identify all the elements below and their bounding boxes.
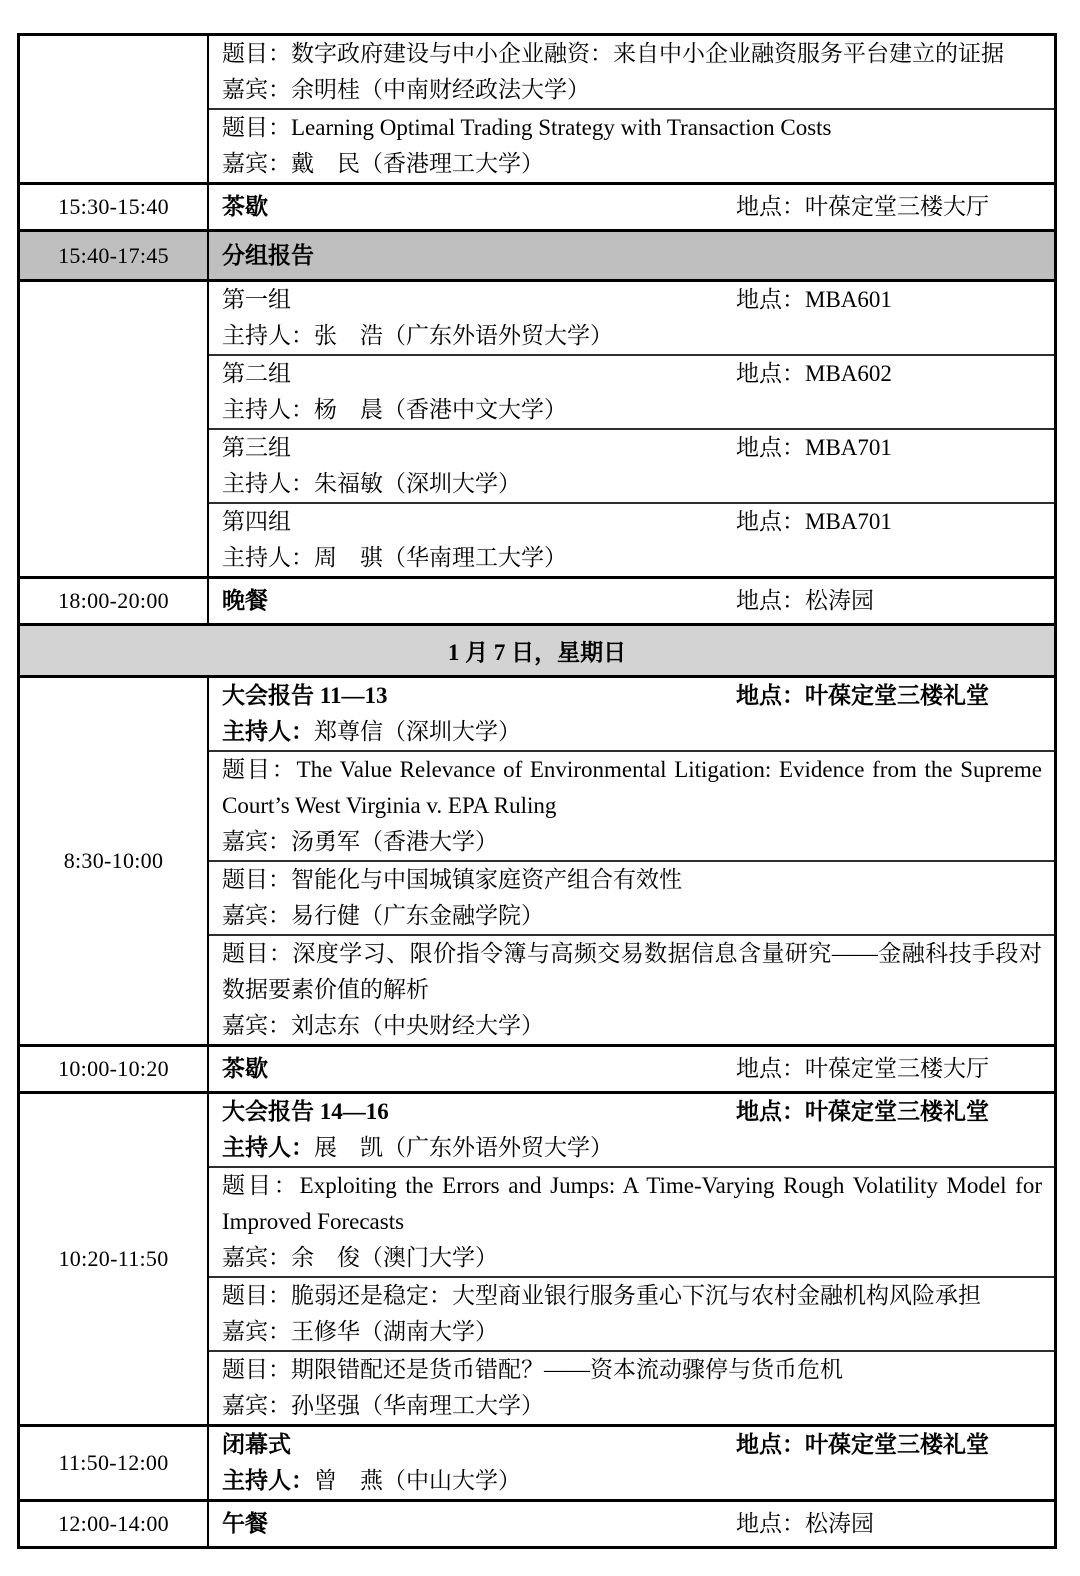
session-guest: 嘉宾：孙坚强（华南理工大学） <box>222 1393 544 1418</box>
content-cell <box>209 1427 1054 1499</box>
closing-header-line <box>222 1427 1042 1463</box>
group-host: 主持人：周 骐（华南理工大学） <box>222 545 567 570</box>
event-line <box>209 1506 1054 1542</box>
session-title: 题目：The Value Relevance of Environmental Litigation: Evidence from the Supreme Court’s West Virginia v. EPA Ruling <box>222 757 1042 818</box>
group-host: 主持人：张 浩（广东外语外贸大学） <box>222 323 613 348</box>
time-cell-empty <box>20 36 209 182</box>
row-groups <box>20 279 1054 576</box>
row-dinner <box>20 576 1054 623</box>
date-banner: 1 月 7 日，星期日 <box>20 626 1054 675</box>
host-name: 曾 燕（中山大学） <box>314 1468 521 1493</box>
event-label: 茶歇 <box>222 1056 268 1081</box>
group-name: 第三组 <box>222 435 291 460</box>
group-item <box>209 502 1054 576</box>
row-tea-break-1 <box>20 182 1054 229</box>
plenary-location: 地点：叶葆定堂三楼礼堂 <box>736 683 989 708</box>
session-guest: 嘉宾：戴 民（香港理工大学） <box>222 151 544 176</box>
group-host: 主持人：杨 晨（香港中文大学） <box>222 397 567 422</box>
closing-block <box>209 1427 1054 1499</box>
content-cell <box>209 1094 1054 1424</box>
event-label: 午餐 <box>222 1511 268 1536</box>
content-cell <box>209 185 1054 229</box>
plenary-header <box>209 678 1054 750</box>
event-location: 地点：松涛园 <box>736 1511 874 1536</box>
group-item <box>209 282 1054 354</box>
event-line <box>209 583 1054 619</box>
group-item <box>209 428 1054 502</box>
group-location: 地点：MBA701 <box>736 435 892 460</box>
plenary-title: 大会报告 14—16 <box>222 1099 389 1124</box>
event-line <box>209 238 1054 274</box>
session-guest: 嘉宾：汤勇军（香港大学） <box>222 829 498 854</box>
group-name: 第二组 <box>222 361 291 386</box>
event-line <box>209 189 1054 225</box>
plenary-header <box>209 1094 1054 1166</box>
plenary-header-line <box>222 1094 1042 1130</box>
row-closing-ceremony <box>20 1424 1054 1499</box>
content-cell <box>209 678 1054 1044</box>
plenary-host-line <box>222 714 1042 750</box>
band-label: 分组报告 <box>222 242 314 268</box>
event-label: 闭幕式 <box>222 1432 291 1457</box>
session-title: 题目：脆弱还是稳定：大型商业银行服务重心下沉与农村金融机构风险承担 <box>222 1283 981 1308</box>
event-location: 地点：叶葆定堂三楼礼堂 <box>736 1432 989 1457</box>
program-table <box>17 33 1057 1549</box>
plenary-header-line <box>222 678 1042 714</box>
event-location: 地点：叶葆定堂三楼大厅 <box>736 1056 989 1081</box>
host-label: 主持人： <box>222 719 314 744</box>
content-cell <box>209 232 1054 279</box>
time-cell: 15:30-15:40 <box>20 185 209 229</box>
session-item <box>209 1166 1054 1276</box>
group-location: 地点：MBA602 <box>736 361 892 386</box>
group-host: 主持人：朱福敏（深圳大学） <box>222 471 521 496</box>
closing-host-line <box>222 1463 1042 1499</box>
session-item <box>209 934 1054 1044</box>
session-title: 题目：Learning Optimal Trading Strategy with Transaction Costs <box>222 115 832 140</box>
host-name: 郑尊信（深圳大学） <box>314 719 521 744</box>
host-label: 主持人： <box>222 1468 314 1493</box>
group-item <box>209 354 1054 428</box>
session-guest: 嘉宾：余 俊（澳门大学） <box>222 1245 498 1270</box>
session-guest: 嘉宾：余明桂（中南财经政法大学） <box>222 77 590 102</box>
group-location: 地点：MBA601 <box>736 287 892 312</box>
time-cell: 10:00-10:20 <box>20 1047 209 1091</box>
plenary-title: 大会报告 11—13 <box>222 683 388 708</box>
row-lunch <box>20 1499 1054 1546</box>
plenary-host-line <box>222 1130 1042 1166</box>
row-breakout-band <box>20 229 1054 279</box>
group-header-line <box>222 282 1042 318</box>
group-header-line <box>222 430 1042 466</box>
time-cell-empty <box>20 282 209 576</box>
event-label: 茶歇 <box>222 194 268 219</box>
session-title: 题目：期限错配还是货币错配？——资本流动骤停与货币危机 <box>222 1357 843 1382</box>
row-plenary-14-16 <box>20 1091 1054 1424</box>
event-line <box>209 1051 1054 1087</box>
group-name: 第一组 <box>222 287 291 312</box>
row-date-banner <box>20 623 1054 675</box>
host-label: 主持人： <box>222 1135 314 1160</box>
event-location: 地点：叶葆定堂三楼大厅 <box>736 194 989 219</box>
content-cell <box>209 282 1054 576</box>
time-cell: 12:00-14:00 <box>20 1502 209 1546</box>
session-item <box>209 108 1054 182</box>
content-cell <box>209 1047 1054 1091</box>
session-item <box>209 860 1054 934</box>
session-item <box>209 1350 1054 1424</box>
time-cell: 10:20-11:50 <box>20 1094 209 1424</box>
session-title: 题目：Exploiting the Errors and Jumps: A Time-Varying Rough Volatility Model for Improved Forecasts <box>222 1173 1042 1234</box>
session-title: 题目：深度学习、限价指令簿与高频交易数据信息含量研究——金融科技手段对数据要素价值的解析 <box>222 941 1042 1002</box>
session-guest: 嘉宾：易行健（广东金融学院） <box>222 903 544 928</box>
content-cell <box>209 579 1054 623</box>
session-title: 题目：数字政府建设与中小企业融资：来自中小企业融资服务平台建立的证据 <box>222 41 1004 66</box>
row-plenary-11-13 <box>20 675 1054 1044</box>
row-tea-break-2 <box>20 1044 1054 1091</box>
session-item <box>209 750 1054 860</box>
group-name: 第四组 <box>222 509 291 534</box>
plenary-location: 地点：叶葆定堂三楼礼堂 <box>736 1099 989 1124</box>
group-header-line <box>222 356 1042 392</box>
content-cell <box>209 1502 1054 1546</box>
row-continuation-sessions <box>20 36 1054 182</box>
content-cell <box>209 36 1054 182</box>
session-guest: 嘉宾：王修华（湖南大学） <box>222 1319 498 1344</box>
event-label: 晚餐 <box>222 588 268 613</box>
group-header-line <box>222 504 1042 540</box>
session-item <box>209 36 1054 108</box>
group-location: 地点：MBA701 <box>736 509 892 534</box>
host-name: 展 凯（广东外语外贸大学） <box>314 1135 613 1160</box>
session-title: 题目：智能化与中国城镇家庭资产组合有效性 <box>222 867 682 892</box>
session-item <box>209 1276 1054 1350</box>
session-guest: 嘉宾：刘志东（中央财经大学） <box>222 1013 544 1038</box>
time-cell: 11:50-12:00 <box>20 1427 209 1499</box>
event-location: 地点：松涛园 <box>736 588 874 613</box>
time-cell: 15:40-17:45 <box>20 232 209 279</box>
time-cell: 18:00-20:00 <box>20 579 209 623</box>
time-cell: 8:30-10:00 <box>20 678 209 1044</box>
